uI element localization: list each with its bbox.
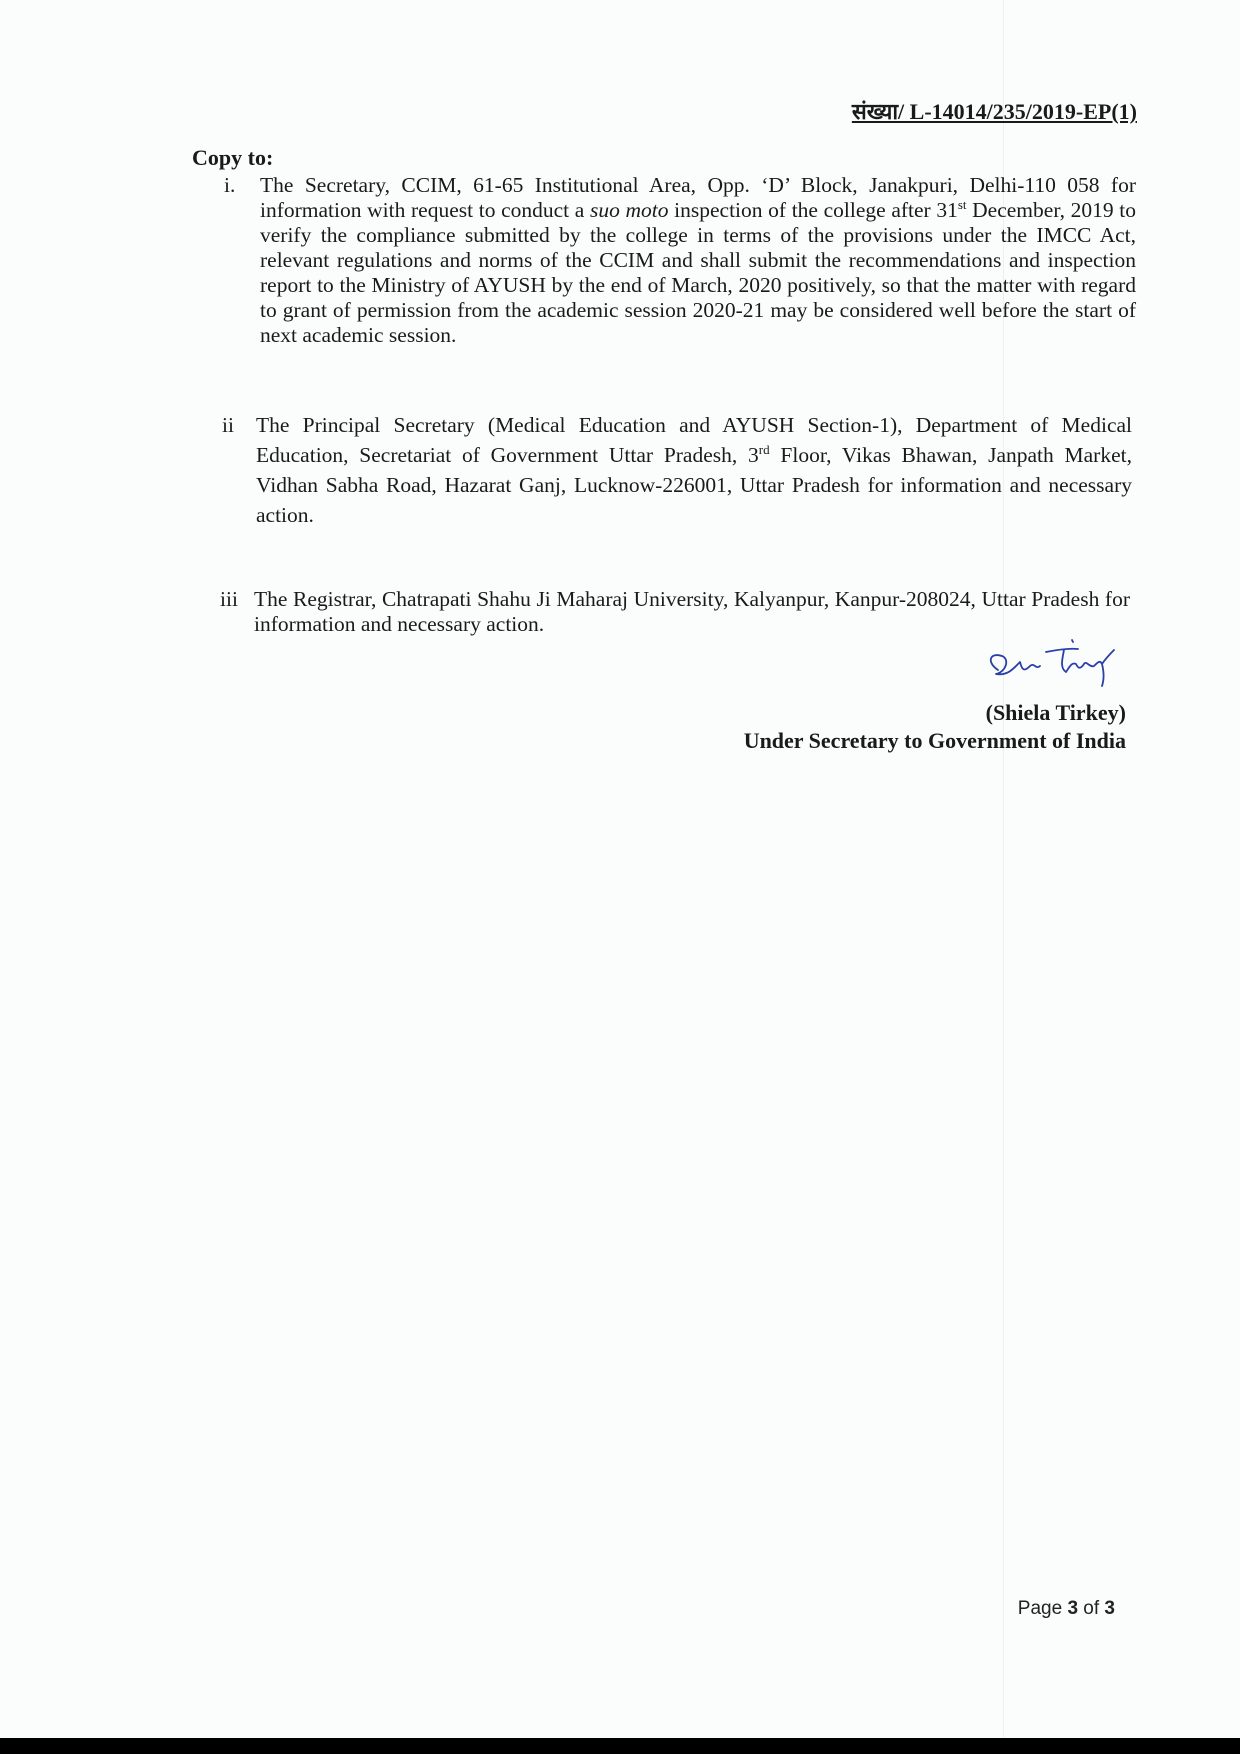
scan-border (0, 1738, 1240, 1754)
copy-item-2 (222, 410, 1132, 530)
signatory-name: (Shiela Tirkey) (985, 700, 1126, 725)
reference-number: संख्या/ L-14014/235/2019-EP(1) (851, 99, 1137, 124)
item-number: i. (224, 173, 236, 197)
item-text: The Secretary, CCIM, 61-65 Institutional Area, Opp. ‘D’ Block, Janakpuri, Delhi-110 058 for information with request to conduct a suo moto inspection of the college after 31st December, 2019 to verify the compliance submitted by the college in terms of the provisions under the IMCC Act, relevant regulations and norms of the CCIM and shall submit the recommendations and inspection report to the Ministry of AYUSH by the end of March, 2020 positively, so that the matter with regard to grant of permission from the academic session 2020-21 may be considered well before the start of next academic session. (260, 173, 1136, 347)
signatory-designation: Under Secretary to Government of India (743, 728, 1126, 753)
item-text: The Registrar, Chatrapati Shahu Ji Maharaj University, Kalyanpur, Kanpur-208024, Uttar Pradesh for information and necessary action. (254, 587, 1130, 636)
item-number: iii (220, 587, 238, 611)
item-number: ii (222, 413, 234, 437)
copy-item-1 (224, 173, 1136, 348)
item-text: The Principal Secretary (Medical Education and AYUSH Section-1), Department of Medical Education, Secretariat of Government Uttar Pradesh, 3rd Floor, Vikas Bhawan, Janpath Market, Vidhan Sabha Road, Hazarat Ganj, Lucknow-226001, Uttar Pradesh for information and necessary action. (256, 413, 1132, 527)
handwritten-signature (980, 632, 1130, 692)
copy-to-heading: Copy to: (192, 145, 274, 170)
copy-item-3 (220, 587, 1130, 637)
page-number: Page 3 of 3 (1017, 1598, 1115, 1619)
